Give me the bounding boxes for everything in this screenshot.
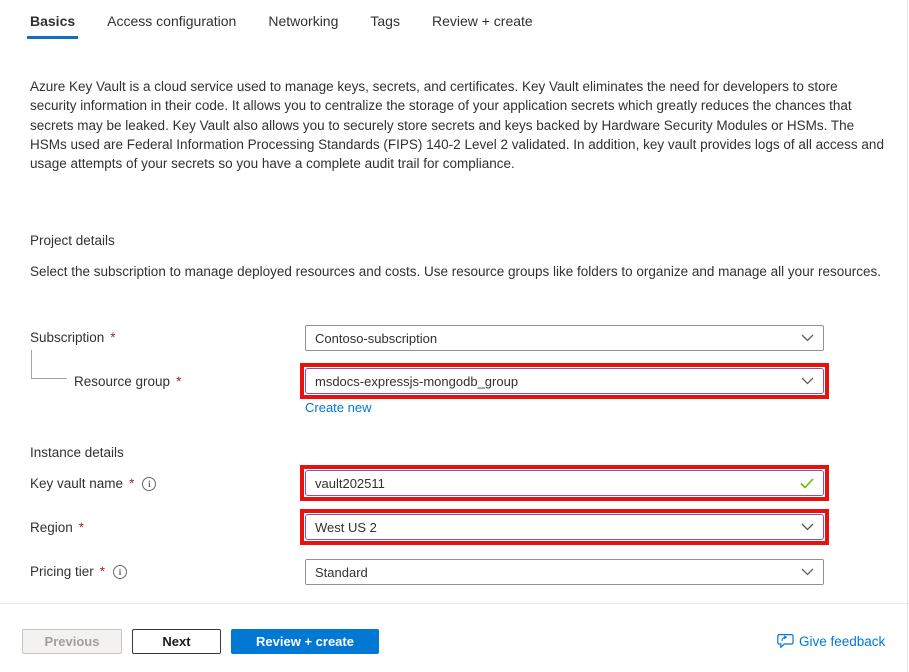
key-vault-description: Azure Key Vault is a cloud service used to manage keys, secrets, and certificates. Key Vault eliminates the need for developers to store security information in their code. It allows you to centralize the storage of your application secrets which greatly reduces the chances that secrets may be leaked. Key Vault also allows you to securely store secrets and keys backed by Hardware Security Modules or HSMs. The HSMs used are Federal Information Processing Standards (FIPS) 140-2 Level 2 validated. In addition, key vault provides logs of all access and usage attempts of your secrets so you have a complete audit trail for compliance. (30, 79, 884, 172)
resource-group-value: msdocs-expressjs-mongodb_group (315, 373, 519, 389)
tab-review-create[interactable]: Review + create (431, 13, 533, 29)
resource-group-label (74, 369, 181, 395)
pricing-tier-value: Standard (315, 564, 368, 580)
instance-details-heading: Instance details (30, 445, 124, 460)
pricing-tier-label-text: Pricing tier (30, 564, 94, 579)
tab-networking[interactable]: Networking (268, 13, 339, 29)
region-value: West US 2 (315, 519, 377, 535)
previous-button[interactable]: Previous (22, 629, 122, 654)
tab-basics[interactable]: Basics (30, 13, 75, 39)
key-vault-name-label (30, 471, 156, 497)
chevron-down-icon (801, 568, 814, 576)
region-annotation-box (300, 509, 829, 545)
region-label (30, 515, 84, 541)
subscription-resource-group-connector-vertical (31, 350, 32, 378)
subscription-dropdown[interactable] (305, 325, 824, 351)
info-icon[interactable]: i (113, 565, 127, 579)
required-marker: * (129, 476, 135, 491)
region-dropdown[interactable] (305, 514, 824, 540)
required-marker: * (99, 564, 106, 579)
footer-separator (0, 603, 909, 604)
key-vault-name-annotation-box (300, 465, 829, 501)
key-vault-name-input[interactable] (305, 470, 824, 496)
give-feedback-link[interactable] (777, 633, 885, 649)
give-feedback-label: Give feedback (799, 633, 886, 649)
project-details-description: Select the subscription to manage deployed resources and costs. Use resource groups like folders to organize and manage all your resources. (30, 264, 881, 279)
required-marker: * (176, 374, 182, 389)
project-details-heading: Project details (30, 233, 115, 248)
subscription-value: Contoso-subscription (315, 330, 438, 346)
required-marker: * (110, 330, 116, 345)
page-right-edge-line (907, 0, 908, 672)
key-vault-name-value: vault202511 (315, 475, 385, 491)
tab-bar (30, 13, 533, 39)
subscription-label-text: Subscription (30, 330, 105, 345)
resource-group-annotation-box (300, 363, 829, 399)
chevron-down-icon (801, 523, 814, 531)
chevron-down-icon (801, 377, 814, 385)
pricing-tier-label (30, 559, 127, 585)
next-button[interactable]: Next (132, 629, 221, 654)
tab-access-configuration[interactable]: Access configuration (107, 13, 237, 29)
resource-group-dropdown[interactable] (305, 368, 824, 394)
create-new-link[interactable]: Create new (305, 400, 372, 415)
green-checkmark-icon (800, 478, 814, 489)
resource-group-label-text: Resource group (74, 374, 171, 389)
pricing-tier-dropdown[interactable] (305, 559, 824, 585)
subscription-resource-group-connector-horizontal (31, 378, 67, 379)
subscription-label (30, 325, 116, 351)
chevron-down-icon (801, 334, 814, 342)
feedback-bubble-icon (777, 633, 794, 649)
required-marker: * (78, 520, 85, 535)
region-label-text: Region (30, 520, 73, 535)
key-vault-name-label-text: Key vault name (30, 476, 124, 491)
info-icon[interactable]: i (142, 477, 156, 491)
tab-tags[interactable]: Tags (370, 13, 400, 29)
review-create-button[interactable]: Review + create (231, 629, 379, 654)
